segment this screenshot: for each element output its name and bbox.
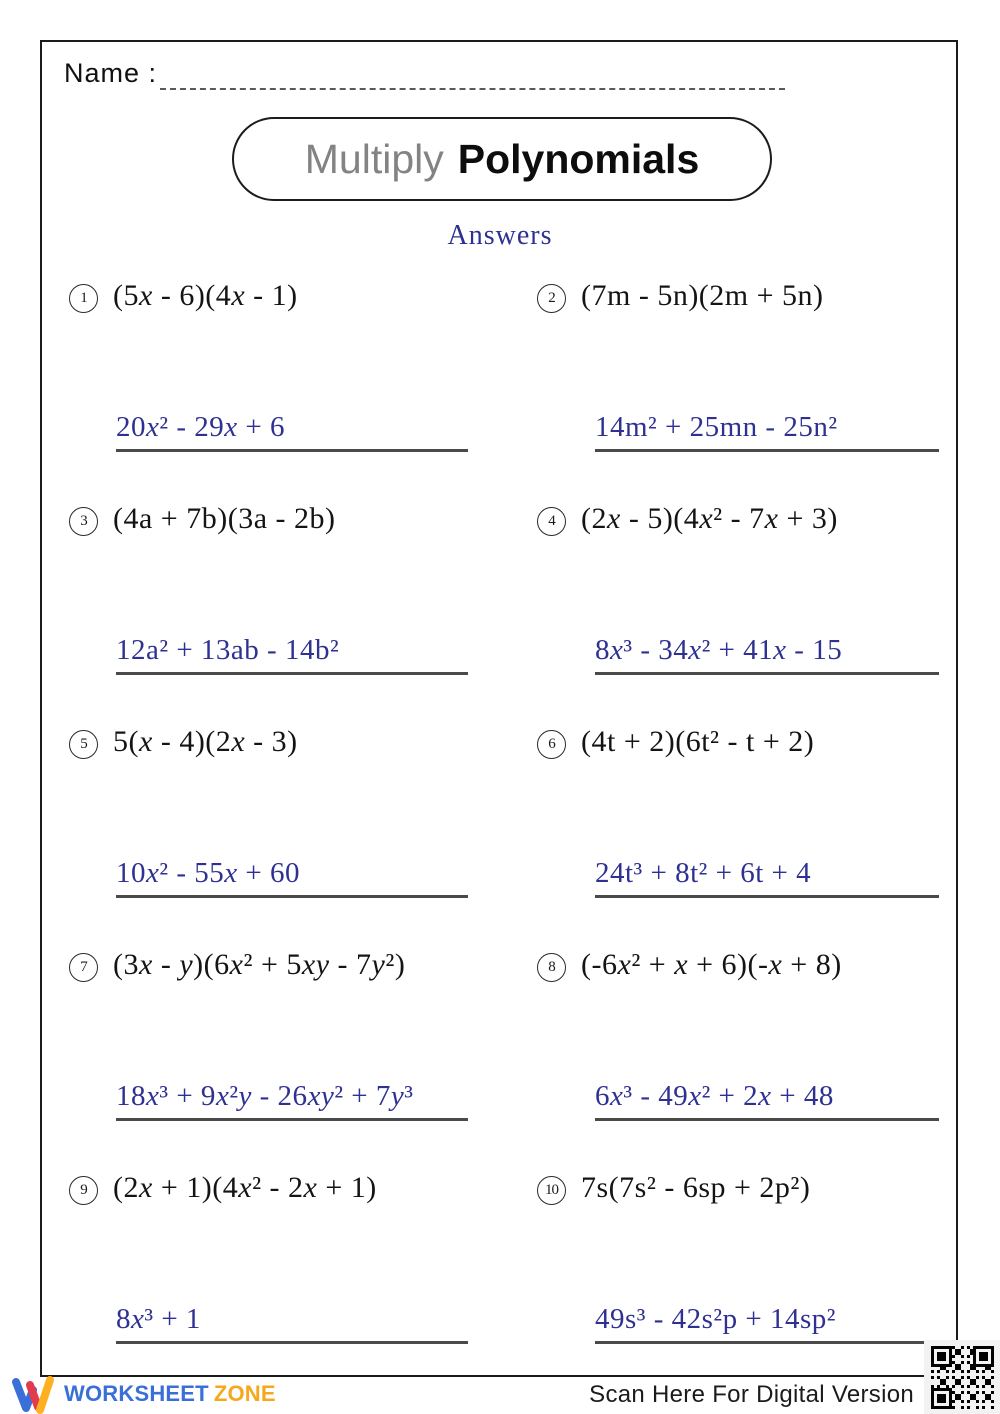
problem-cell-3 [41, 493, 501, 716]
name-row [64, 58, 157, 89]
answer-text: 49s³ - 42s²p + 14sp² [595, 1303, 836, 1335]
problem-statement [69, 493, 501, 537]
problem-number-badge: 7 [69, 953, 98, 982]
name-label: Name : [64, 58, 158, 88]
brand-word-zone: ZONE [213, 1381, 276, 1406]
problem-expression: 5(x - 4)(2x - 3) [113, 725, 298, 758]
brand-word-worksheet: WORKSHEET [64, 1381, 209, 1406]
answer-blank-line [116, 1303, 468, 1344]
answer-text: 10x² - 55x + 60 [116, 857, 300, 889]
problem-cell-10 [501, 1162, 959, 1385]
problem-expression: (4a + 7b)(3a - 2b) [113, 502, 336, 535]
problem-statement [69, 939, 501, 983]
answers-heading: Answers [447, 220, 553, 251]
title-word-multiply: Multiply [304, 135, 444, 182]
answer-blank-line [116, 411, 468, 452]
problem-cell-8 [501, 939, 959, 1162]
answer-text: 8x³ + 1 [116, 1303, 201, 1335]
answer-text: 20x² - 29x + 6 [116, 411, 285, 443]
answer-text: 8x³ - 34x² + 41x - 15 [595, 634, 843, 666]
answer-blank-line [595, 1080, 939, 1121]
problem-number-badge: 3 [69, 507, 98, 536]
problem-cell-4 [501, 493, 959, 716]
qr-code-icon [931, 1346, 994, 1409]
problem-number-badge: 6 [537, 730, 566, 759]
problem-cell-5 [41, 716, 501, 939]
answer-text: 12a² + 13ab - 14b² [116, 634, 340, 666]
answer-blank-line [595, 411, 939, 452]
answer-blank-line [595, 1303, 939, 1344]
qr-code [924, 1340, 1000, 1414]
problem-statement [69, 716, 501, 760]
problem-statement [537, 716, 959, 760]
problem-number-badge: 1 [69, 284, 98, 313]
answer-blank-line [116, 634, 468, 675]
problem-expression: 7s(7s² - 6sp + 2p²) [581, 1171, 811, 1204]
problem-statement [537, 270, 959, 314]
answer-blank-line [595, 857, 939, 898]
scan-here-text: Scan Here For Digital Version [589, 1381, 914, 1408]
title-word-polynomials: Polynomials [457, 135, 700, 182]
problem-statement [69, 1162, 501, 1206]
worksheetzone-logo-icon [12, 1374, 56, 1414]
problem-cell-2 [501, 270, 959, 493]
worksheet-title [232, 117, 772, 201]
problem-number-badge: 9 [69, 1176, 98, 1205]
answer-blank-line [116, 857, 468, 898]
answer-blank-line [116, 1080, 468, 1121]
problem-expression: (2x + 1)(4x² - 2x + 1) [113, 1171, 377, 1204]
problem-expression: (-6x² + x + 6)(-x + 8) [581, 948, 842, 981]
problem-cell-1 [41, 270, 501, 493]
problem-number-badge: 10 [537, 1176, 566, 1205]
problem-statement [537, 939, 959, 983]
problem-number-badge: 8 [537, 953, 566, 982]
problem-cell-7 [41, 939, 501, 1162]
name-blank-line [160, 62, 785, 90]
problem-expression: (4t + 2)(6t² - t + 2) [581, 725, 815, 758]
problem-statement [69, 270, 501, 314]
problem-statement [537, 1162, 959, 1206]
problem-expression: (5x - 6)(4x - 1) [113, 279, 298, 312]
problem-expression: (7m - 5n)(2m + 5n) [581, 279, 824, 312]
problem-number-badge: 2 [537, 284, 566, 313]
problems-grid [41, 270, 959, 1385]
problem-statement [537, 493, 959, 537]
answer-text: 14m² + 25mn - 25n² [595, 411, 838, 443]
answer-text: 24t³ + 8t² + 6t + 4 [595, 857, 812, 889]
problem-expression: (3x - y)(6x² + 5xy - 7y²) [113, 948, 406, 981]
problem-number-badge: 5 [69, 730, 98, 759]
problem-cell-9 [41, 1162, 501, 1385]
problem-number-badge: 4 [537, 507, 566, 536]
answer-text: 6x³ - 49x² + 2x + 48 [595, 1080, 834, 1112]
problem-expression: (2x - 5)(4x² - 7x + 3) [581, 502, 838, 535]
brand-name [64, 1381, 276, 1407]
answer-text: 18x³ + 9x²y - 26xy² + 7y³ [116, 1080, 414, 1112]
answer-blank-line [595, 634, 939, 675]
worksheetzone-logo [12, 1374, 276, 1414]
problem-cell-6 [501, 716, 959, 939]
